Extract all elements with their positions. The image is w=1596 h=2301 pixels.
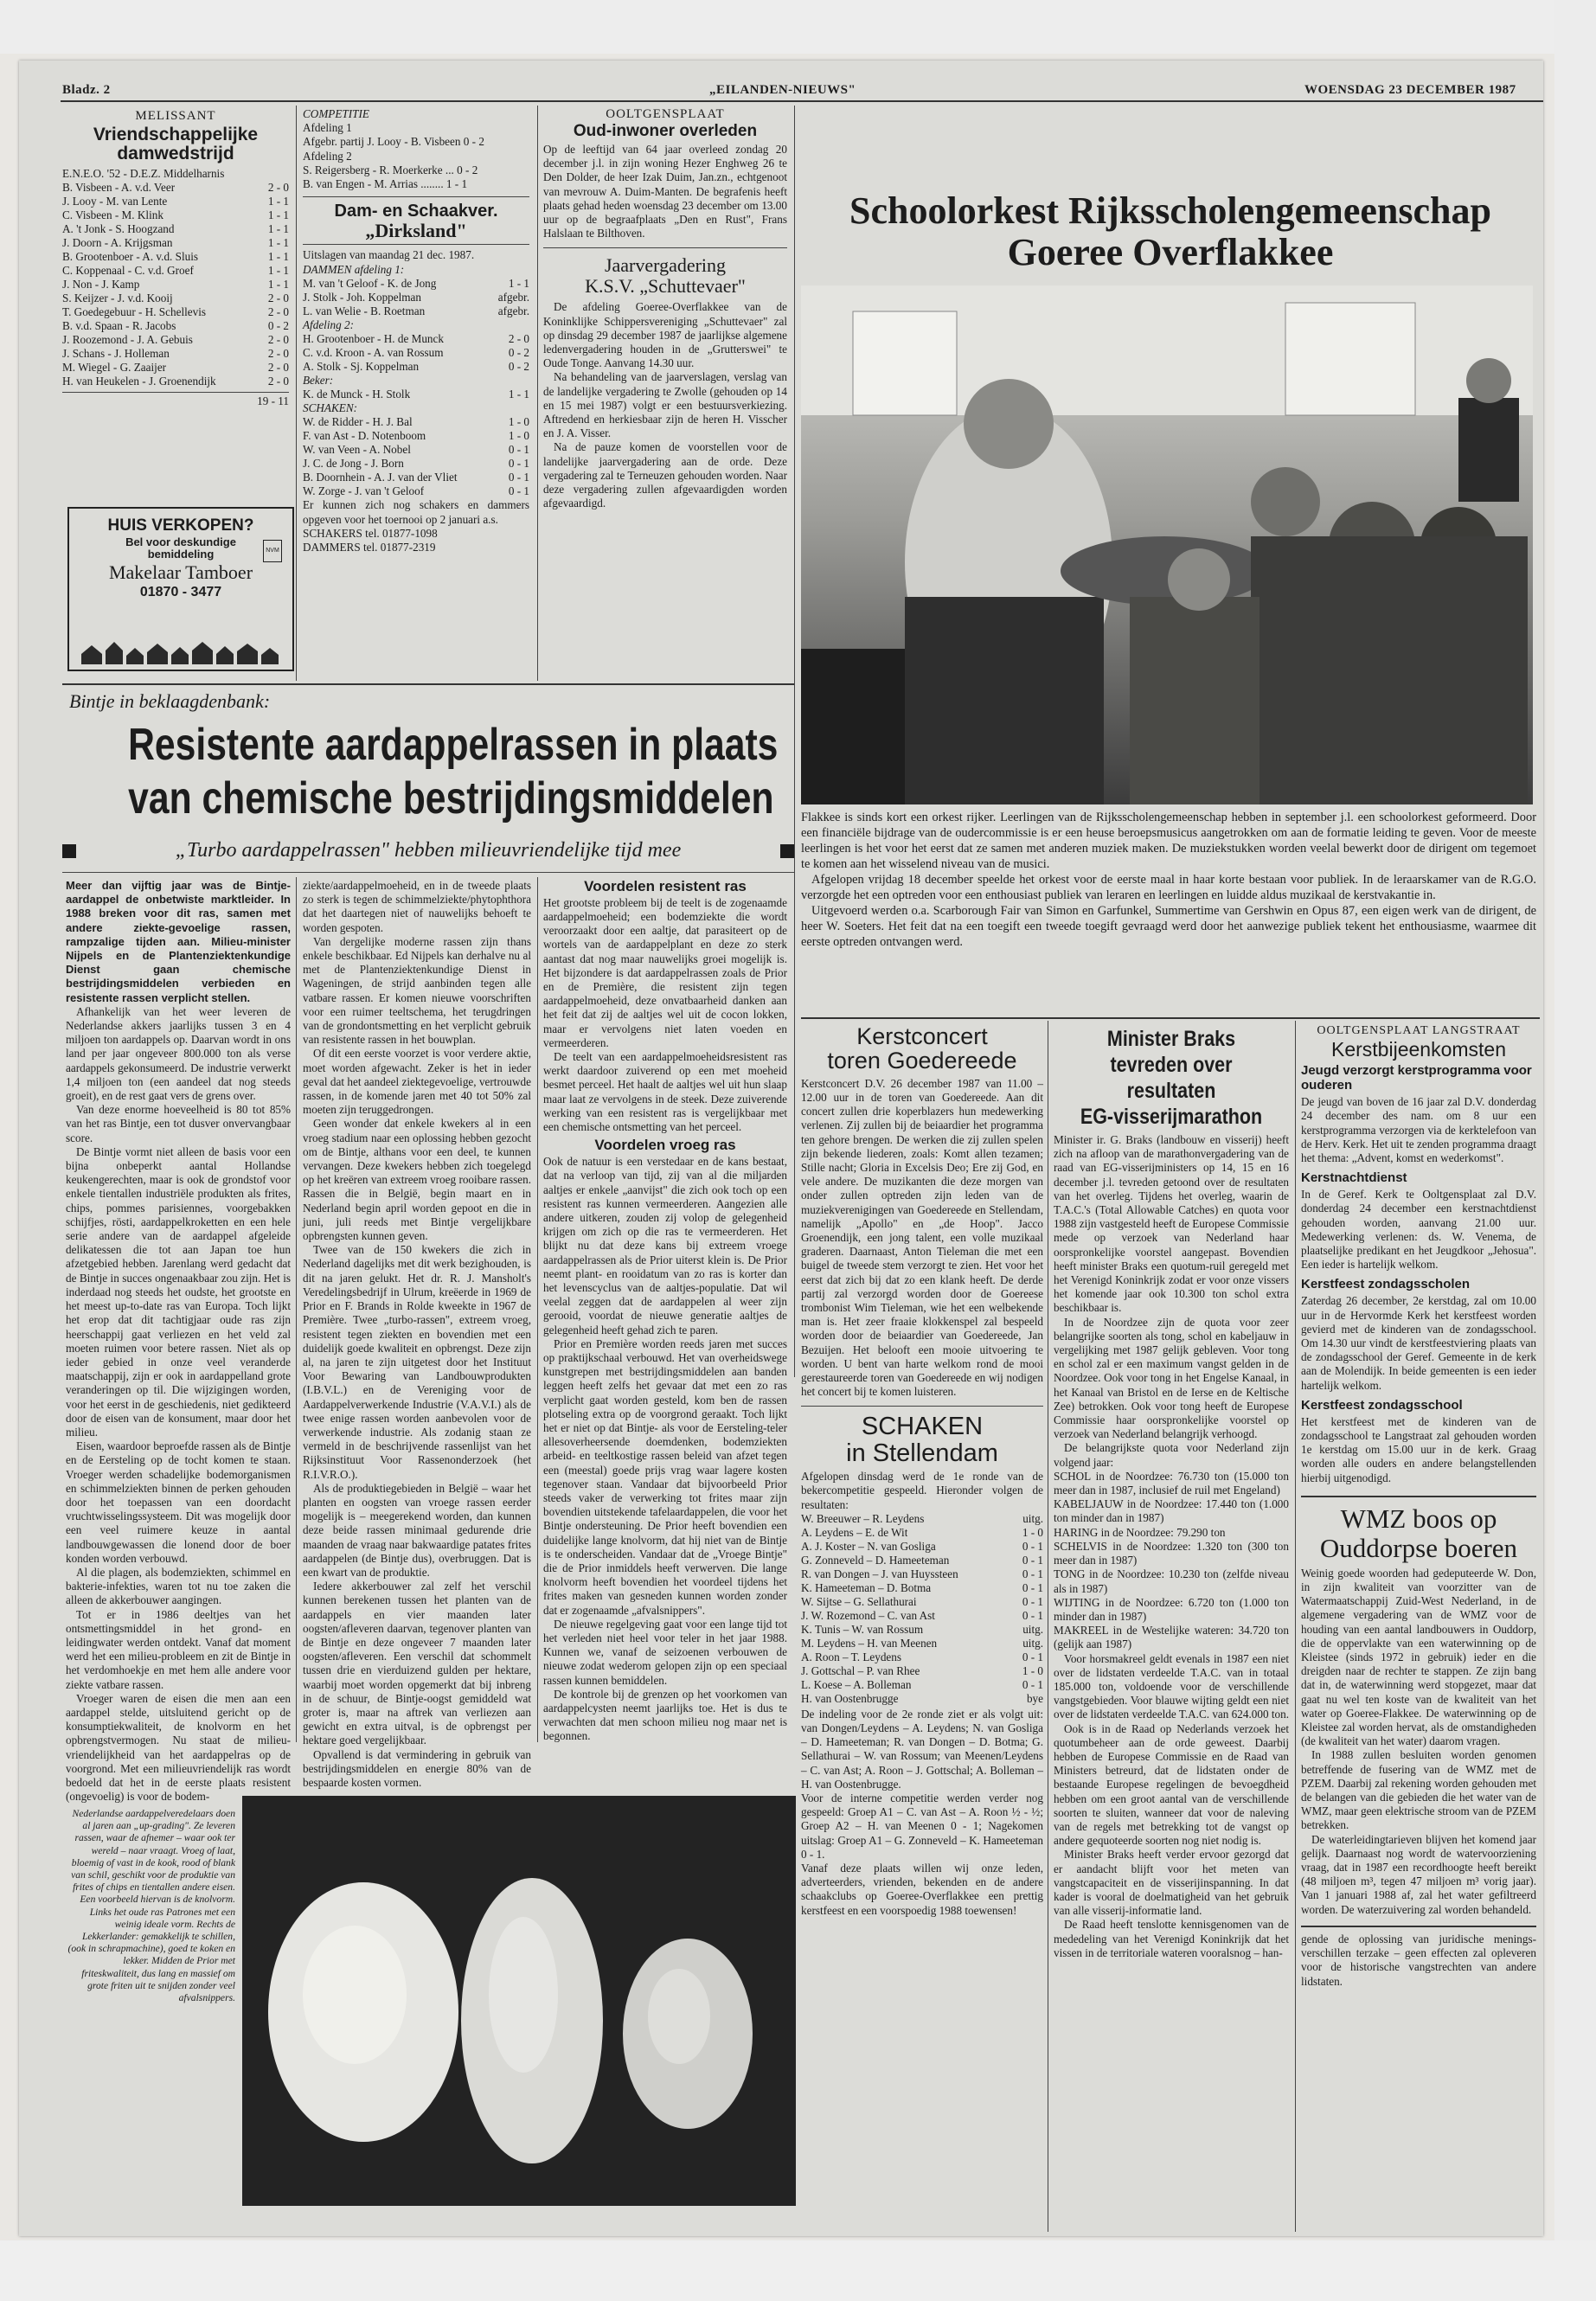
result-row [303,291,529,304]
result-players: W. Zorge - J. van 't Geloof [303,484,425,498]
result-score: 1 - 1 [508,276,529,290]
potato-column-2 [303,879,531,1790]
result-score: 0 - 1 [1022,1553,1043,1567]
result-players: A. Stolk - Sj. Koppelman [303,359,420,373]
potato-photo [242,1796,796,2206]
page-number: Bladz. 2 [62,83,111,97]
potato-kicker: Bintje in beklaagdenbank: [69,690,271,712]
result-row [62,264,289,278]
result-score: 0 - 1 [1022,1650,1043,1663]
braks-headline-line3: EG-visserijmarathon [1080,1105,1263,1129]
article-body: De belangrijkste quota voor Nederland zijn volgend jaar: [1054,1441,1289,1469]
result-row [62,305,289,319]
result-score: 1 - 1 [267,195,289,208]
article-body: De teelt van een aardappelmoeheidsresistent ras werkt daardoor zuiverend op een met moeheid besmet perceel. Het haalt de aaltjes wel uit hun slaap maar laat ze vervolgens in de steek. Deze zuiverende werking van een resistent ras is vergelijkbaar met een chemische ontsmetting van het perceel. [543,1050,787,1134]
result-row [801,1595,1043,1609]
result-row [801,1554,1043,1567]
wmz-title-line1: WMZ boos op [1340,1503,1497,1534]
article-body: Iedere akkerbouwer zal zelf het verschil kunnen berekenen tussen het planten van de aardappels en vier maanden later oogsten/afleveren daarvan, tegenover planten van de Bintje en deze ongeveer 7 maanden later oogsten/afleveren. Een verschil dat schommelt tussen drie en vierduizend gulden per hektare, waarbij moet worden opgemerkt dat bij inbreng in de schuur, de Bintje-oogst gemiddeld wat groter is, maar na aftrek van verliezen aan gewicht en extra uitval, is de opbrengst per hektare goed vergelijkbaar. [303,1580,531,1747]
schaken-results [303,415,529,498]
article-body: Weinig goede woorden had gedeputeerde W. Don, in zijn kwaliteit van voorzitter van de Watermaatschappij Zuid-West Nederland, in de algemene vergadering van de WMZ voor de houding van een aantal landbouwers in Ouddorp, die de oppervlakte van een waterwinning op de Kleistee (sinds 1972 in gebruik) ieder en die dreigden naar de rechter te stappen. Ze zijn bang dat in, de waterwinning werd stopgezet, maar dat gaat nu wel ten koste van de kwaliteit van het water op Goeree-Flakkee. De waterwinning op de Kleistee zal worden hervat, als de omstandigheden (de kwaliteit van het water) daarom vragen. [1301,1566,1536,1748]
text-line: HARING in de Noordzee: 79.290 ton [1054,1525,1226,1539]
schuttevaer-title-line1: Jaarvergadering [604,254,727,277]
result-players: B. Visbeen - A. v.d. Veer [62,181,176,195]
result-row [801,1567,1043,1581]
competitie-kicker: COMPETITIE [303,107,369,120]
caption-paragraph: Uitgevoerd werden o.a. Scarborough Fair van Simon en Garfunkel, Summertime van Gershwin en Opus 87, een eigen werk van de dirigent, de heer W. Soeters. Het feit dat na een toegift een tweede toegift gevraagd werd door het aanwezige publiek tekent het enthousiasme, waarmee dit eerste optreden ontvangen werd. [801,904,1536,949]
text-line: Afdeling 2 [303,149,352,163]
houses-skyline-icon [81,638,280,664]
kerstbijeenkomsten-article [1301,1024,1536,1989]
result-players: W. Sijtse – G. Sellathurai [801,1594,917,1608]
article-title-line1: Kerstconcert [856,1023,988,1049]
result-row [62,361,289,375]
result-score: 1 - 1 [267,264,289,278]
issue-date: WOENSDAG 23 DECEMBER 1987 [1304,83,1516,97]
potato-subtitle: „Turbo aardappelrassen" hebben milieuvriendelijke tijd mee [175,839,682,862]
potato-column-1 [66,879,291,1804]
result-row [801,1623,1043,1637]
article-body: In de Geref. Kerk te Ooltgensplaat zal D.V. donderdag 24 december een kerstnachtdienst gehouden worden, aanvang 21.00 uur. Medewerking verlenen: ds. W. Venema, de plaatselijke predikant en het Jeugdkoor „Jehosua". Een ieder is hartelijk welkom. [1301,1188,1536,1272]
article-body: Op de leeftijd van 64 jaar overleed zondag 20 december j.l. in zijn woning Hezer Enghweg 26 te Den Dolder, de heer Izak Duim, Jan.zn., echtgenoot van mevrouw A. Duim-Manten. De begrafenis heeft plaats gehad heden woensdag 23 december om 13.00 uur op de begraafplaats „Den en Rust", Frans Halslaan te Bilthoven. [543,142,787,240]
beker-results [303,388,529,401]
result-score: uitg. [1022,1636,1043,1650]
result-players: F. van Ast - D. Notenboom [303,429,426,443]
dammen-heading: DAMMEN afdeling 1: [303,262,405,276]
section-rule [62,872,794,873]
result-players: J. Roozemond - J. A. Gebuis [62,333,193,347]
afdeling2-results [303,332,529,374]
result-players: T. Goedegebuur - H. Schellevis [62,305,207,319]
result-players: K. Hameeteman – D. Botma [801,1580,932,1594]
dammers-phone: DAMMERS tel. 01877-2319 [303,540,436,554]
article-body: Het kerstfeest met de kinderen van de zondagsschool te Langstraat zal gehouden worden 1e kerstdag om 15.00 uur in de kerk. Graag worden alle ouders en andere belangstellenden hierbij uitgenodigd. [1301,1414,1536,1484]
article-title: Vriendschappelijke damwedstrijd [93,125,259,164]
result-players: J. Gottschal – P. van Rhee [801,1663,920,1677]
result-row [801,1540,1043,1554]
article-body: Minister ir. G. Braks (landbouw en visserij) heeft zich na afloop van de marathonvergadering van de raad van EG-visserijministers op 14, 15 en 16 december j.l. tevreden getoond over de resultaten van het overleg. Tijdens het overleg, waarin de T.A.C.'s (Total Allowable Catches) en quota voor 1988 zijn vastgesteld heeft de Europese Commissie mede op verzoek van Nederland haar oorspronkelijke voorstel aangepast. Bovendien heeft minister Braks een quotum-ruil geregeld met het Verenigd Koninkrijk zodat er voor onze vissers het komende jaar ook 10.300 ton schol extra beschikbaar is. [1054,1133,1289,1315]
result-row [801,1637,1043,1650]
result-row [303,388,529,401]
text-line: Afdeling 1 [303,121,352,135]
result-players: H. van Heukelen - J. Groenendijk [62,375,216,388]
article-title-line2: toren Goedereede [827,1048,1017,1074]
result-row [303,360,529,374]
result-row [801,1526,1043,1540]
total-rule [62,392,289,393]
result-players: J. Looy - M. van Lente [62,195,168,208]
result-players: J. Stolk - Joh. Koppelman [303,290,422,304]
orchestra-photo [801,285,1533,804]
text-line: SCHOL in de Noordzee: 76.730 ton (15.000 ton meer dan in 1987, inclusief de ruil met Engeland) [1054,1469,1289,1497]
result-score: 0 - 2 [508,359,529,373]
result-score: 0 - 2 [508,345,529,359]
section-heading: Voordelen resistent ras [584,878,747,894]
article-body: In 1988 zullen besluiten worden genomen betreffende de fusering van de WMZ met de PZEM. Daarbij zal rekening worden gehouden met de belangen van die gebieden die het water van de WMZ, maar geen elektrische stroom van de PZEM betrekken. [1301,1748,1536,1832]
schaken-title-line2: in Stellendam [846,1439,998,1467]
ad-phone: 01870 - 3477 [139,585,222,600]
column-rule [537,106,538,681]
result-score: 1 - 0 [1022,1525,1043,1539]
article-body: Zaterdag 26 december, 2e kerstdag, zal om 10.00 uur in de Hervormde Kerk het kerstfeest worden gevierd met de kinderen van de zondagsschool. Om 14.30 uur vindt de kerstfeestviering plaats van de zondagsschool der Geref. Gemeente in de kerk aan de Molendijk. In beide gemeenten is een ieder hartelijk welkom. [1301,1294,1536,1392]
result-score: afgebr. [497,304,529,317]
column-rule [296,106,297,681]
article-body: De kontrole bij de grenzen op het voorkomen van aardappelcysten neemt jaarlijks toe. Het is dus te verwachten dat men schoon milieu nog maar net is begonnen. [543,1687,787,1743]
article-body: Opvallend is dat vermindering in gebruik van bestrijdingsmiddelen en energie 80% van de bespaarde kosten vormen. [303,1747,531,1789]
schoolorkest-title-line2: Goeree Overflakkee [1007,231,1334,273]
result-row [62,347,289,361]
beker-heading: Beker: [303,373,334,387]
section-heading: Jeugd verzorgt kerstprogramma voor ouderen [1301,1063,1532,1093]
result-score: 1 - 1 [267,236,289,250]
article-body: Na de pauze komen de voorstellen voor de landelijke jaarvergadering aan de orde. Deze vergadering zal te Terneuzen gehouden worden. Naar deze vergadering zullen afgevaardigden worden afgevaardigd. [543,440,787,510]
result-row [62,333,289,347]
potatoes-illustration [242,1796,796,2206]
result-players: J. C. de Jong - J. Born [303,457,404,471]
club-outro: Er kunnen zich nog schakers en dammers opgeven voor het toernooi op 2 januari a.s. [303,498,529,526]
result-players: G. Zonneveld – D. Hameeteman [801,1553,950,1567]
article-body: De indeling voor de 2e ronde ziet er als volgt uit: van Dongen/Leydens – A. Leydens; N. van Gosliga – D. Hameeteman; R. van Dongen – D. Botma; G. Sellathurai – W. van Rossum; van Meenen/Leydens – C. van Ast; A. Roon – J. Gottschal; A. Bolleman – H. van Oostenbrugge. [801,1707,1043,1791]
result-score: 2 - 0 [508,331,529,345]
result-players: B. v.d. Spaan - R. Jacobs [62,319,176,333]
column-rule [794,106,795,1377]
result-score: 2 - 0 [267,292,289,305]
result-row [801,1664,1043,1678]
bullet-icon [780,844,794,858]
article-title: Oud-inwoner overleden [573,122,758,140]
kerstconcert-article [801,1024,1043,1918]
article-body: Geen wonder dat enkele kwekers al in een vroeg stadium naar een oplossing hebben gezocht om de Bintje, althans voor een deel, te kunnen vervangen. Deze kwekers hebben zich toegelegd op het kreëren van extreem vroeg rooibare rassen. Rassen die in België, begin maart en in Nederland begin april worden gepoot en die in juni, juli reeds met Bintje vergelijkbare opbrengsten kunnen geven. [303,1117,531,1243]
article-title: Kerstbijeenkomsten [1331,1038,1506,1061]
wmz-title [1301,1504,1536,1563]
article-body: Vroeger waren de eisen die men aan een aardappel stelde, uitsluitend gericht op de konsumptiekwaliteit, de knolvorm en het opbrengstvermogen. Nu staat de milieu-vriendelijkheid van het aardappelras op de voorgrond. Met een milieuvriendelijk ras wordt bedoeld dat het in de eerste plaats resistent (ongevoelig) is voor de bodem- [66,1691,291,1804]
bullet-icon [62,844,76,858]
article-body: De Raad heeft tenslotte kennisgenomen van de mededeling van het Verenigd Koninkrijk dat het vissen in de territoriale wateren vooralsnog – han- [1054,1918,1289,1959]
result-score: 0 - 1 [508,443,529,457]
result-score: 0 - 1 [508,457,529,471]
schoolorkest-title [801,190,1540,273]
result-row [801,1678,1043,1692]
text-line: KABELJAUW in de Noordzee: 17.440 ton (1.000 ton minder dan in 1987) [1054,1497,1289,1525]
result-players: M. Wiegel - G. Zaaijer [62,361,167,375]
result-players: M. van 't Geloof - K. de Jong [303,276,437,290]
results-subtitle: Uitslagen van maandag 21 dec. 1987. [303,248,475,262]
result-row [801,1650,1043,1664]
result-players: B. Grootenboer - A. v.d. Sluis [62,250,199,264]
braks-headline-line1: Minister Braks [1106,1027,1236,1051]
result-row [303,346,529,360]
result-players: W. Breeuwer – R. Leydens [801,1511,925,1525]
article-body: De jeugd van boven de 16 jaar zal D.V. donderdag 24 december des nam. om 8 uur een kerstprogramma verzorgen via de kerktelefoon van de Herv. Kerk. Het uit te zenden programma draagt het thema: „Advent, komst en wederkomst". [1301,1095,1536,1164]
result-players: J. W. Rozemond – C. van Ast [801,1608,935,1622]
result-row [303,443,529,457]
article-kicker: OOLTGENSPLAAT LANGSTRAAT [1317,1024,1521,1037]
result-players: S. Keijzer - J. v.d. Kooij [62,292,173,305]
result-row [303,304,529,318]
section-rule [801,1017,1540,1019]
braks-headline-line2: tevreden over resultaten [1110,1053,1233,1103]
article-body: De waterleidingtarieven blijven het komend jaar gelijk. Daarnaast nog wordt de watervoorziening vraag, dat in 1987 een recordhoogte heeft bereikt (48 miljoen m³, tegen 47 miljoen m³ vorig jaar). Van 1 januari 1988 af, zal het water gefiltreerd worden. De waterzuivering zal worden behandeld. [1301,1832,1536,1916]
article-kicker: MELISSANT [135,109,216,123]
result-players: H. Grootenboer - H. de Munck [303,331,444,345]
result-players: L. van Welie - B. Roetman [303,304,426,317]
result-row [62,319,289,333]
article-body: gende de oplossing van juridische meningsverschillen terzake – geen effecten zal opleveren voor de historische vangstrechten van andere lidstaten. [1301,1932,1536,1988]
damwedstrijd-article [62,109,289,409]
result-row [801,1609,1043,1623]
article-body: Minister Braks heeft verder ervoor gezorgd dat er aandacht blijft voor het meten van vangstcapaciteit en de visserijinspanning. In dat kader is vooral de doelmatigheid van het gebruik van alle visserij-informatie land. [1054,1848,1289,1918]
competitie-lines [303,121,529,191]
section-rule [303,196,529,197]
paper-name: „EILANDEN-NIEUWS" [709,83,856,97]
result-players: A. J. Koster – N. van Gosliga [801,1539,936,1553]
article-body: De afdeling Goeree-Overflakkee van de Koninklijke Schippersvereniging „Schuttevaer" zal op dinsdag 29 december 1987 de jaarlijkse algemene ledenvergadering houden in de „Grutterswei" te Oude Tonge. Aanvang 14.30 uur. [543,300,787,370]
result-score: 0 - 1 [1022,1580,1043,1594]
potato-headline-line2: van chemische bestrijdingsmiddelen [128,773,774,824]
result-row [303,484,529,498]
schakers-phone: SCHAKERS tel. 01877-1098 [303,526,438,540]
result-score: 1 - 1 [267,208,289,222]
results-list [62,181,289,388]
result-score: 1 - 1 [267,278,289,292]
result-players: A. 't Jonk - S. Hoogzand [62,222,175,236]
article-body: Vanaf deze plaats willen wij onze leden, adverteerders, vrienden, bekenden en de andere schaakclubs op Goeree-Overflakkee een prettig kerstfeest en een voorspoedig 1988 toewensen! [801,1862,1043,1917]
result-score: 0 - 1 [508,484,529,498]
article-body: Afgelopen dinsdag werd de 1e ronde van de bekercompetitie gespeeld. Hieronder volgen de resultaten: [801,1470,1043,1511]
article-body: Voor de interne competitie werden verder nog gespeeld: Groep A1 – C. van Ast – A. Roon ½ - ½; Groep A2 – H. van Meenen 0 - 1; Nagekomen uitslag: Groep A1 – G. Zonneveld – K. Hameeteman 0 - 1. [801,1791,1043,1861]
section-heading: Kerstnachtdienst [1301,1170,1407,1186]
result-score: 2 - 0 [267,347,289,361]
article-body: Of dit een eerste voorzet is voor verdere aktie, moet worden afgewacht. Zeker is het in ieder geval dat het aandeel ziektegevoelige, vertrouwde rassen, in de komende jaren met 40 tot 50% zal moeten zijn teruggedrongen. [303,1047,531,1117]
result-score: 0 - 1 [1022,1677,1043,1691]
result-row [62,278,289,292]
result-players: W. de Ridder - H. J. Bal [303,415,413,429]
text-line: B. van Engen - M. Arrias ........ 1 - 1 [303,177,468,191]
article-body: Voor horsmakreel geldt evenals in 1987 een niet over de lidstaten verdeelde T.A.C. van in totaal 185.000 ton, voldoende voor de verschillende vangstgebieden. Voor blauwe wijting geldt een niet over de lidstaten verdeelde T.A.C. van 624.000 ton. [1054,1651,1289,1721]
potato-column-3 [543,879,787,1744]
text-line: Afgebr. partij J. Looy - B. Visbeen 0 - 2 [303,135,484,149]
result-row [801,1512,1043,1526]
result-score: 1 - 1 [267,250,289,264]
result-score: 2 - 0 [267,361,289,375]
result-players: J. Non - J. Kamp [62,278,140,292]
teams-line: E.N.E.O. '52 - D.E.Z. Middelharnis [62,167,225,181]
total-score: 19 - 11 [257,394,289,408]
result-players: L. Koese – A. Bolleman [801,1677,912,1691]
result-score: 1 - 1 [267,222,289,236]
club-title-line2: „Dirksland" [365,220,467,242]
quota-list [1054,1470,1289,1652]
result-score: 0 - 2 [267,319,289,333]
schaken-title-line1: SCHAKEN [861,1413,984,1441]
column-rule [537,877,538,1742]
section-rule [62,683,794,685]
potato-photo-caption: Nederlandse aardappelveredelaars doen al jaren aan „up-grading". Ze leveren rassen, waar de afnemer – waar ook ter wereld – naar vraagt. Vroeg of laat, bloemig of vast in de kook, rood of blank van schil, geschikt voor de produktie van frites of chips en tientallen andere eisen. Een voorbeeld hiervan is de knolvorm. Links het oude ras Patrones met een weinig ideale vorm. Rechts de Lekkerlander: gemakkelijk te schillen, (ook in schrapmachine), goed te koken en lekker. Midden de Prior met friteskwaliteit, dus lang en massief om grote friten uit te snijden zonder veel afvalsnippers. [67,1808,235,2004]
result-row [62,195,289,208]
result-row [62,250,289,264]
result-players: R. van Dongen – J. van Huyssteen [801,1567,958,1580]
article-kicker: OOLTGENSPLAAT [606,107,725,121]
result-row [801,1692,1043,1706]
result-players: C. Koppenaal - C. v.d. Groef [62,264,194,278]
text-line: S. Reigersberg - R. Moerkerke ... 0 - 2 [303,163,478,176]
article-body: Eisen, waardoor beproefde rassen als de Bintje en de Eersteling op de tocht komen te staan. Vroeger werden schadelijke bodemorganismen en schimmelziekten binnen de perken gehouden door het toepassen van een doordacht vruchtwisselingssysteem. Dit was mogelijk door een veel ruimere keuze in aantal landbouwgewassen die lonend door de boer konden worden verbouwd. [66,1439,291,1565]
dirksland-article [303,107,529,554]
result-score: 1 - 0 [1022,1663,1043,1677]
result-score: 1 - 0 [508,429,529,443]
schuttevaer-title-line2: K.S.V. „Schuttevaer" [585,275,746,298]
result-score: 0 - 1 [1022,1608,1043,1622]
section-rule [801,1406,1043,1407]
article-body: De Bintje vormt niet alleen de basis voor een bijna onbeperkt aantal Hollandse keukengerechten, maar is ook de grondstof voor enkele tientallen industriële produkten als frites, chips, pommes parisiennes, voorgebakken schijfjes, rösti, aardappelkroketten en een hele serie andere van de aardappel afgeleide delikatessen die tot aan Japan toe hun afzetgebied hebben. Jarenlang werd gedacht dat de Bintje in succes ongenaakbaar zou zijn. Het is inderdaad nog steeds het oudste, het grootste en het meest up-to-date ras van Europa. Toch lijkt het erop dat dit tachtigjaar oude ras zijn heerschappij gaat verliezen en het veld zal moeten ruimen voor betere rassen. Niet als op ieder gebied in onze veel veranderde maatschappij, zijn er ook in aardappelland grote veranderingen op til. Die wijzigingen worden, voor het eerst in de geschiedenis, niet gedikteerd door de eisen van de konsument, maar door het milieu. [66,1144,291,1439]
potato-headline [128,718,779,825]
result-score: 2 - 0 [267,375,289,388]
nvm-logo-icon: NVM [263,540,282,562]
section-rule [543,247,787,248]
result-players: C. Visbeen - M. Klink [62,208,163,222]
result-score: afgebr. [497,290,529,304]
result-row [303,332,529,346]
text-line: TONG in de Noordzee: 10.230 ton (zelfde niveau als in 1987) [1054,1567,1289,1595]
ad-headline: HUIS VERKOPEN? [107,516,254,535]
article-body: Twee van de 150 kwekers die zich in Nederland dagelijks met dit werk bezighouden, is dit na jaren gelukt. Het dr. R. J. Mansholt's Veredelingsbedrijf in Ulrum, kreëerde in 1969 de Prior en F. Brands in Rolde kweekte in 1967 de Première. Twee „turbo-rassen", extreem vroeg, resistent tegen ziekten en bovendien met een duidelijk goede kwaliteit en opbrengst. Deze zijn al, na jaren te zijn uitgetest door het Instituut Voor Bewaring van Landbouwprodukten (I.B.V.L.) en de Vereniging voor de Aardappelverwerkende Industrie (V.A.V.I.) als de twee enige rassen worden aanbevolen voor de verwerkende industrie. Als zodanig staan ze vermeld in de beschrijvende rassenlijst van het Rijksinstituut Voor Rassenonderzoek (het R.I.V.R.O.). [303,1243,531,1481]
club-title-line1: Dam- en Schaakver. [334,202,498,221]
result-row [303,457,529,471]
result-row [62,181,289,195]
result-players: C. v.d. Kroon - A. van Rossum [303,345,444,359]
orchestra-illustration [801,285,1533,804]
article-body: Ook is in de Raad op Nederlands verzoek het quotumbeheer aan de orde geweest. Daarbij hebben de Europese Commissie en de Raad van Ministers betreurd, dat de lidstaten onder de bestaande Europese regelingen de bevoegdheid hebben om een groot aantal van de verschillende soorten te sluiten, wanneer dat voor de naleving van de regels met betrekking tot de vangst op andere gequoteerde soorten nog niet nodig is. [1054,1721,1289,1848]
result-players: J. Doorn - A. Krijgsman [62,236,173,250]
article-body: Het grootste probleem bij de teelt is de zogenaamde aardappelmoeheid; een bodemziekte die wordt veroorzaakt door een aaltje, dat parasiteert op de wortels van de aardappelplant en deze zo sterk aantast dat nog maar nauwelijks groei mogelijk is. Het bijzondere is dat aardappelrassen zoals de Prior en de Première, die resistent zijn tegen aardappelmoeheid, deze onvatbaarheid danken aan het feit dat zij de aaltjes wel uit de cocon lokken, maar er vervolgens niet laten voeden en vermeerderen. [543,895,787,1049]
article-body: Van deze enorme hoeveelheid is 80 tot 85% van het ras Bintje, een tot dusver onvervangbaar score. [66,1103,291,1144]
result-row [303,429,529,443]
scan-frame-right [1554,0,1596,2301]
potato-subtitle-row [62,839,794,862]
section-rule [1301,1926,1536,1927]
section-rule [303,244,529,245]
schaken-heading: SCHAKEN: [303,401,358,415]
ad-company: Makelaar Tamboer [108,561,253,584]
result-score: 2 - 0 [267,305,289,319]
schoolorkest-title-line1: Schoolorkest Rijksscholengemeenschap [849,189,1491,232]
caption-paragraph: Flakkee is sinds kort een orkest rijker. Leerlingen van de Rijksscholengemeenschap hebben in september j.l. een schoolorkest geformeerd. Door een financiële bijdrage van de oudercommissie is er een heuse beroepsmusicus aangetrokken om aan de formatie leiding te geven. Voor de meeste leerlingen is het voor het eerst dat ze samen met anderen muziek maken. De muziekstukken worden veelal bewerkt door de dirigent om tegemoet te komen aan het wisselend niveau van de musici. [801,811,1536,871]
result-players: J. Schans - J. Holleman [62,347,170,361]
result-row [303,277,529,291]
result-score: 1 - 0 [508,415,529,429]
section-heading: Kerstfeest zondagsschool [1301,1397,1463,1413]
result-score: 0 - 1 [1022,1567,1043,1580]
result-row [62,208,289,222]
result-players: A. Leydens – E. de Wit [801,1525,908,1539]
result-score: 1 - 1 [508,388,529,401]
article-body: Tot er in 1986 deeltjes van het ontsmettingsmiddel in het grond- en leidingwater werden ontdekt. Vanaf dat moment werd het een milieu-probleem en zit de Bintje in het verdomhoekje en met hem alle andere voor ziekte vatbare rassen. [66,1607,291,1691]
makelaar-advertisement [67,507,294,671]
braks-headline [1070,1026,1272,1130]
result-row [303,415,529,429]
ad-line: bemiddeling [147,547,215,561]
schoolorkest-caption [801,810,1536,950]
article-lead: Meer dan vijftig jaar was de Bintje-aardappel de onbetwiste marktleider. In 1988 breken voor dit ras, samen met andere ziekte-gevoelige rassen, rampzalige tijden aan. Milieu-minister Nijpels en de Plantenziektenkundige Dienst gaan chemische bestrijdingsmiddelen verbieden en resistente rassen verplicht stellen. [66,879,291,1004]
result-players: M. Leydens – H. van Meenen [801,1636,938,1650]
potato-headline-line1: Resistente aardappelrassen in plaats [128,720,779,770]
article-body: In de Noordzee zijn de quota voor zeer belangrijke soorten als tong, schol en kabeljauw in vergelijking met 1987 gelijk gebleven. Voor tong en schol zal er een maximum vangst gelden in de Noordzee. Ook voor tong in het Engelse Kanaal, in het Kanaal van Bristol en de Ierse en de Keltische Zee) betrokken. Ook voor tong heeft de Europese Commissie haar oorspronkelijke voorstel op verzoek van Nederland belangrijk verhoogd. [1054,1315,1289,1441]
result-row [62,222,289,236]
result-players: W. van Veen - A. Nobel [303,443,411,457]
result-row [62,236,289,250]
scan-frame-bottom [0,2240,1596,2301]
article-body: Ook de natuur is een verstedaar en de kans bestaat, dat na verloop van tijd, zij van al die miljarden aaltjes er enkele „aanvijst" die zich ook toch op een resistent ras kunnen vermeerderen. Aangezien alle andere uitkeren, zouden zij volop de gelegenheid krijgen om zich op die ras te vermeerderen. Het blijkt nu dat deze kans bij extreem vroege aardappelrassen als de Prior uiterst klein is. De Prior neemt plant- en rooidatum van zo ras is korter dan het levenscyclus van de aaltjes-populatie. Dat wil veelal zeggen dat de aardappelen al weer zijn gerooid, voordat de nieuwe generatie aaltjes de gelegenheid heeft gehad zich te paren. [543,1155,787,1336]
article-body: De nieuwe regelgeving gaat voor een lange tijd tot het verleden niet heel voor teler in het jaar 1988. Kunnen we, vanaf de seizoenen verbouwen de nieuwe zodat wederom gelopen zijn op een speciaal rassen kunnen bemiddelen. [543,1617,787,1687]
braks-article [1054,1026,1289,1960]
column-rule [296,877,297,1742]
scan-frame-top [0,0,1596,54]
result-row [303,471,529,484]
section-heading: Voordelen vroeg ras [594,1137,736,1154]
result-score: 2 - 0 [267,181,289,195]
article-body: Prior en Première worden reeds jaren met succes op praktijkschaal verbouwd. Het van overheidswege kunstgrepen met bestrijdingsmiddelen aan banden leggen heeft zelfs het gevaar dat met een zo ras verplicht gaat worden gesteld, kom ben de rassen plotseling extra op de voorgrond geraakt. Toch lijkt het er niet op dat Bintje- als voor de Eersteling-teler allesoverheersende doemdenken, bodemziekten arbeid- en teeltkostige rassen beleid van afzet tegen een (meestal) goede prijs vrag waar lagere kosten tegenover staan. Vandaar dat bijvoorbeeld Prior steeds vaker de verwerking tot frites maar zijn bovendien uitstekende tafelaardappelen, die voor het Bintje ondersteuning. De Prior heeft bovendien een duidelijke lange knolvorm, dat hij niet van de Bintje is te onderscheiden. Vandaar dat de „Vroege Bintje" die de Prior inmiddels heeft verwerven. Die lange knolvorm heeft bovendien het voordeel tijdens het frites maken van gesneden kunnen worden zonder dat er zogenaamde „afvalsnippers". [543,1336,787,1617]
result-players: K. de Munck - H. Stolk [303,388,411,401]
ad-line: Bel voor deskundige [125,535,236,548]
result-score: 2 - 0 [267,333,289,347]
article-body: Van dergelijke moderne rassen zijn thans enkele beschikbaar. Ed Nijpels kan derhalve nu al met de Plantenziektenkundige Dienst in Wageningen, de strijd aanbinden tegen alle vatbare rassen. Er komen nieuwe voorschriften voor een ruimer teeltschema, het terugdringen van de grondontsmetting en het verplicht gebruik van resistente rassen in het bouwplan. [303,934,531,1047]
wmz-title-line2: Ouddorpse boeren [1319,1532,1518,1563]
result-row [801,1581,1043,1595]
result-players: K. Tunis – W. van Rossum [801,1622,924,1636]
header-rule [61,100,1543,102]
result-players: H. van Oostenbrugge [801,1691,899,1705]
result-score: uitg. [1022,1622,1043,1636]
result-row [62,375,289,388]
result-players: B. Doornhein - A. J. van der Vliet [303,471,458,484]
column-rule [1295,1021,1296,2232]
result-row [62,292,289,305]
text-line: SCHELVIS in de Noordzee: 1.320 ton (300 ton meer dan in 1987) [1054,1539,1289,1567]
article-body: Kerstconcert D.V. 26 december 1987 van 11.00 – 12.00 uur in de toren van Goedereede. Aan dit concert zullen drie koperblazers hun medewerking verlenen. Zij zullen bij de beiaardier het programma ten gehore brengen. De werken die zij zullen spelen zijn bekende liederen, zoals: Komt allen tezamen; Stille nacht; Gloria in Excelsis Deo; Ere zij God, en vele andere. De muzikanten die deze morgen van onder zullen optreden zijn leden van de muziekverenigingen van Goedereede en Stellendam, namelijk „Apollo" en „de Hoop". Jacco Groenendijk, een jong talent, een volle muzikaal graderen. Daarnaast, Anton Tieleman die met een buigel de tweede stem verzorgt te zien. Het voor het eerst dat zich bij dat zo een klank heeft. De derde partij zal verzorgd worden door de Goereese trombonist Wim Tieleman, wie het een welbekende man is. Het zeer fraaie klokkenspel zal bespeeld worden door de beiaardier van Goedereede, Jan Bezuijen. Het belooft een mooie uitvoering te worden. U bent van harte welkom rond de mooi gerestaureerde toren van Goedereede en wij nodigen het concert bij te komen luisteren. [801,1076,1043,1399]
text-line: WIJTING in de Noordzee: 6.720 ton (1.000 ton minder dan in 1987) [1054,1595,1289,1623]
caption-paragraph: Afgelopen vrijdag 18 december speelde het orkest voor de eerste maal in haar korte bestaan voor publiek. In de leraarskamer van de R.G.O. verzorgde het een optreden voor een enthousiast publiek van leraren en leerlingen en luidde aldus muzikaal de kerstvakantie in. [801,873,1536,902]
ooltgensplaat-article [543,107,787,510]
article-body: ziekte/aardappelmoeheid, en in de tweede plaats zo sterk is tegen de schimmelziekte/phytophthora dat het daartegen niet of nauwelijks behoeft te worden gespoten. [303,879,531,934]
article-body: Na behandeling van de jaarverslagen, verslag van de landelijke vergadering te Zwolle (gehouden op 14 en 15 mei 1987) volgt er een bestuursverkiezing. Aftredend en herkiesbaar zijn de heren H. Visscher en J. A. Visser. [543,370,787,440]
result-score: 0 - 1 [508,471,529,484]
afdeling2-heading: Afdeling 2: [303,317,354,331]
article-body: Afhankelijk van het weer leveren de Nederlandse akkers jaarlijks tussen 3 en 4 miljoen ton aardappels op. Daarvan wordt in ons land per jaar ongeveer 800.000 ton als verse aardappels gekonsumeerd. De industrie verwerkt 1,4 miljoen ton (een aandeel dat nog steeds groeit), en de rest gaat vers de grens over. [66,1004,291,1103]
result-score: bye [1026,1691,1043,1705]
article-body: Als de produktiegebieden in België – waar het planten en oogsten van vroege rassen eerder mogelijk is – meegerekend worden, dan kunnen deze beide rassen minimaal gedurende drie maanden de vraag naar bakwaardige patates frites aardappelen (de Bintje dus), overbruggen. Dat is een kwart van de produktie. [303,1481,531,1579]
schaken-results [801,1512,1043,1706]
section-heading: Kerstfeest zondagsscholen [1301,1277,1471,1292]
dammen-results [303,277,529,318]
text-line: MAKREEL in de Westelijke wateren: 34.720 ton (gelijk aan 1987) [1054,1624,1289,1651]
result-score: 0 - 1 [1022,1539,1043,1553]
result-players: A. Roon – T. Leydens [801,1650,901,1663]
section-rule [1301,1496,1536,1497]
result-score: uitg. [1022,1511,1043,1525]
article-body: Al die plagen, als bodemziekten, schimmel en bakterie-infekties, waren tot nu toe zaken die alleen de akkerbouwer aangingen. [66,1565,291,1607]
result-score: 0 - 1 [1022,1594,1043,1608]
